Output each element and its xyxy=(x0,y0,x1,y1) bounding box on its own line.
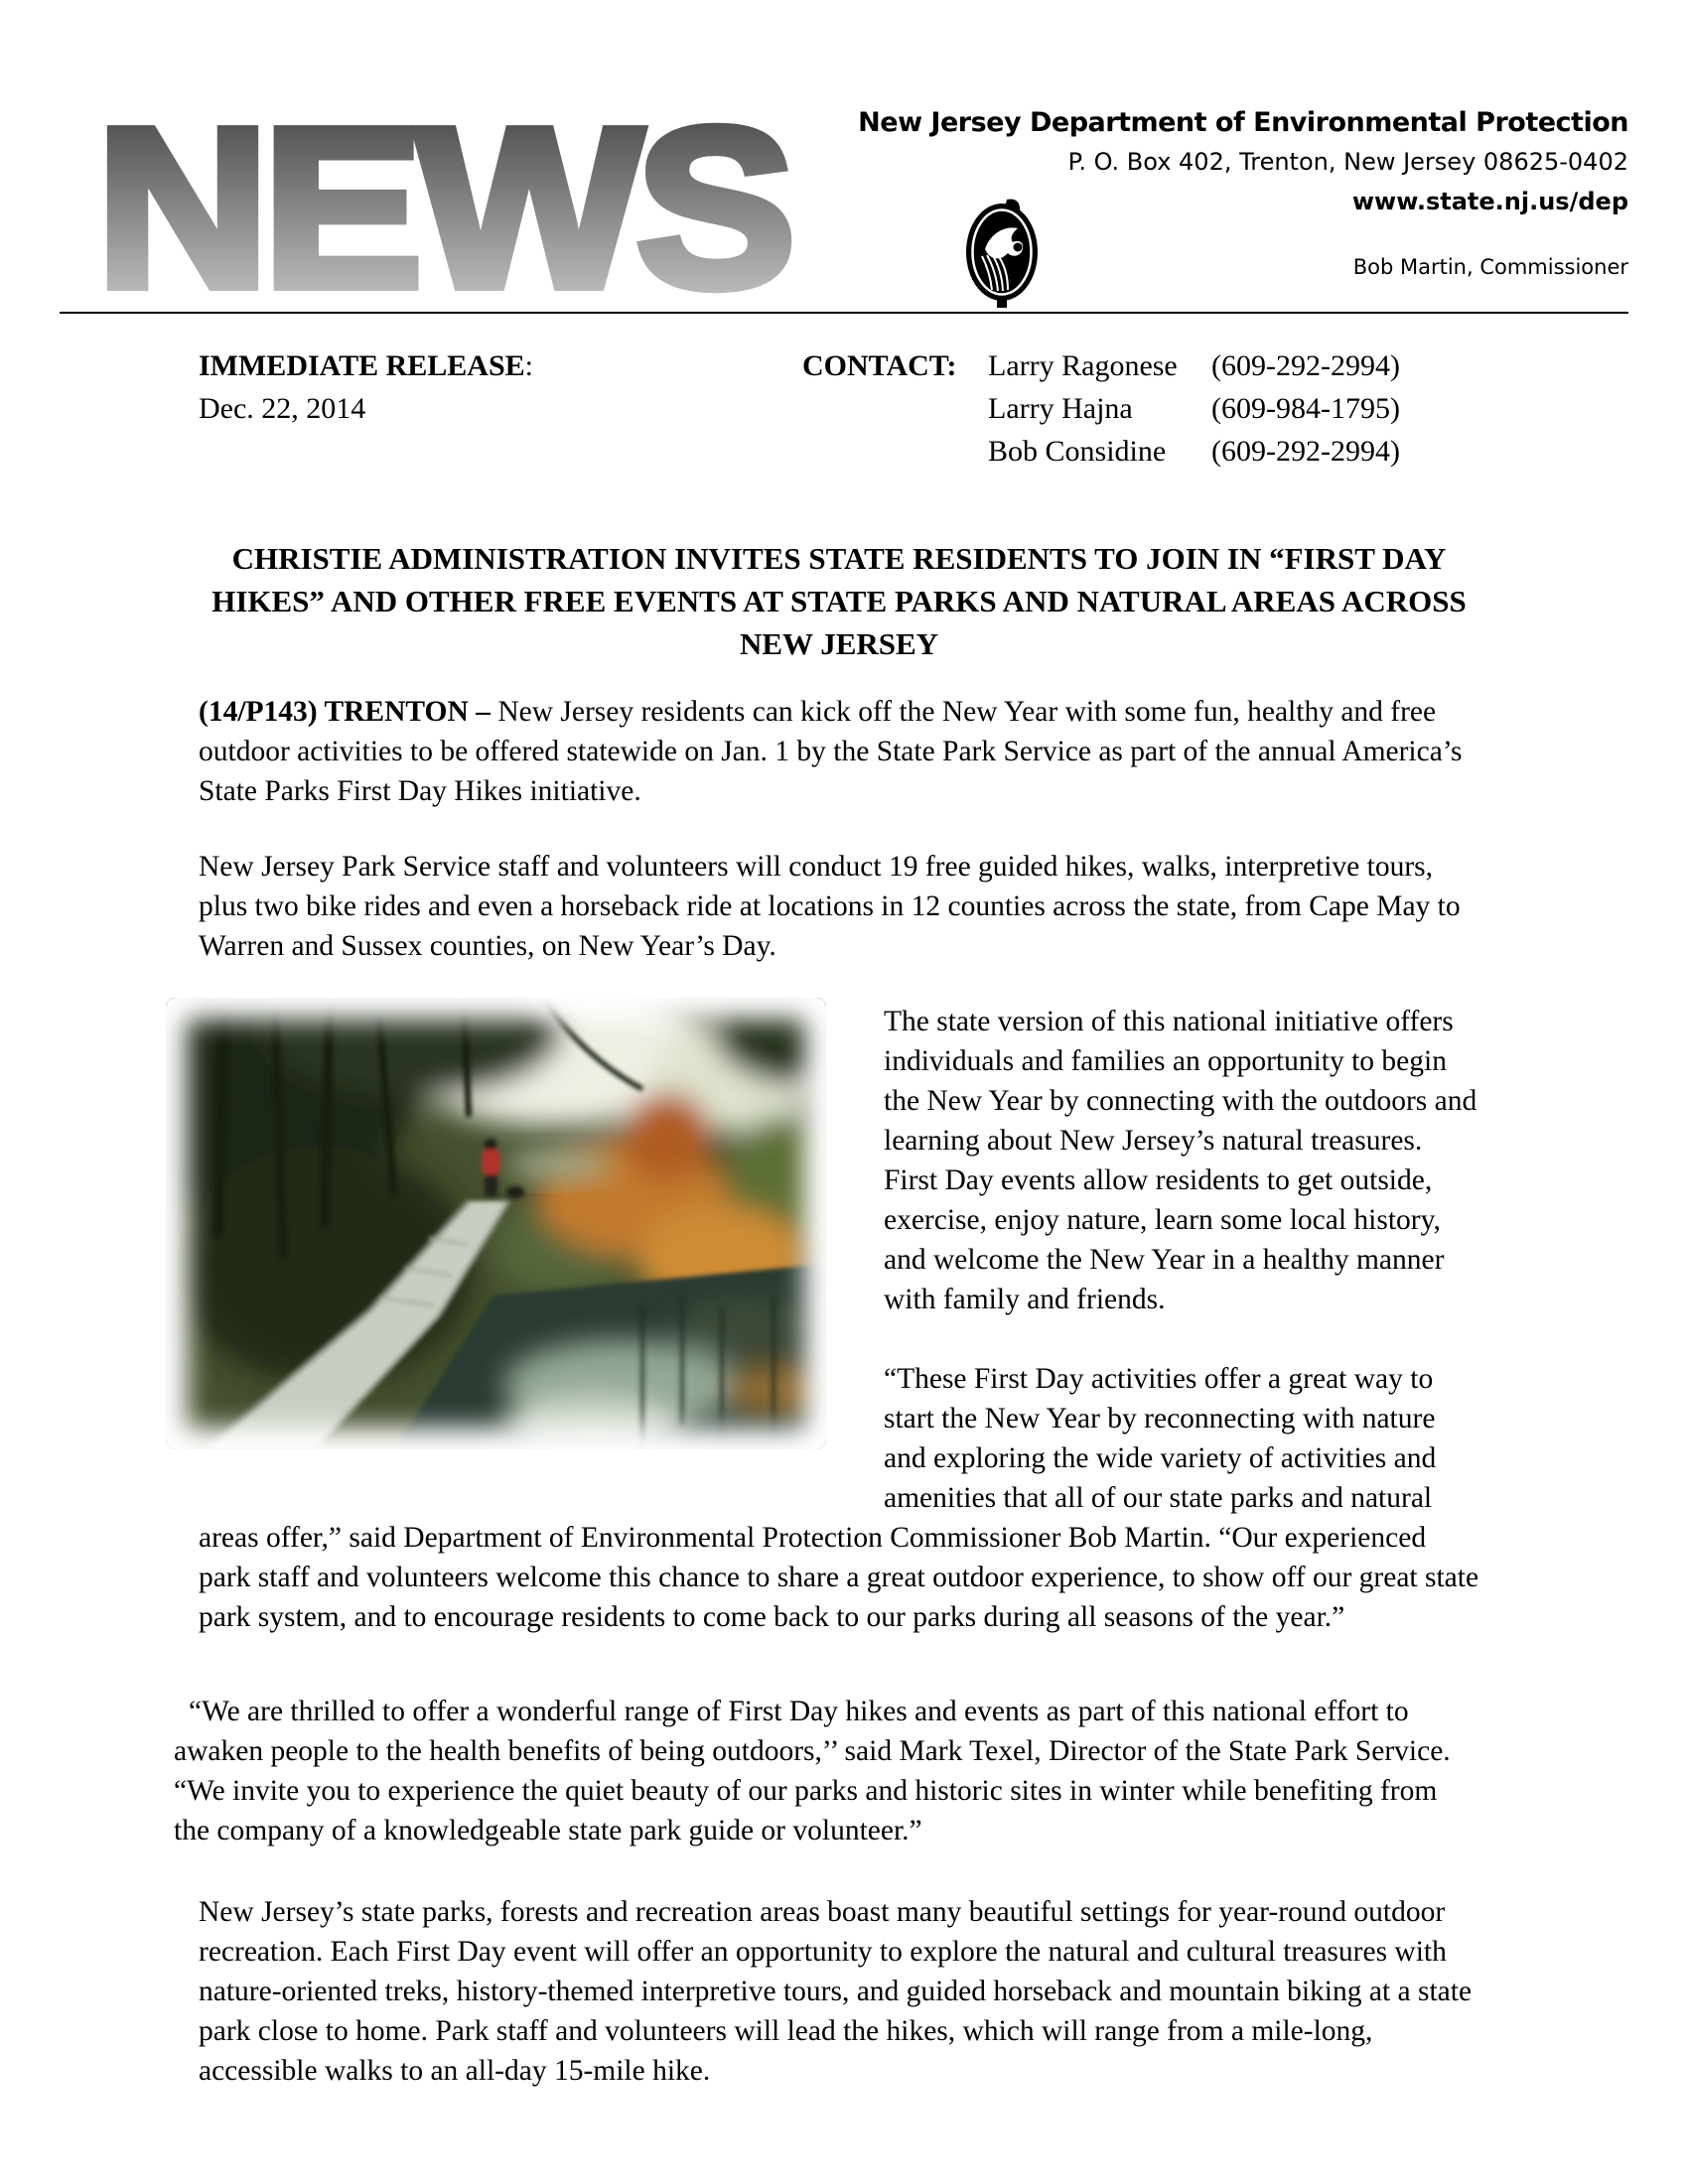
release-date: Dec. 22, 2014 xyxy=(199,392,366,425)
immediate-release-label: IMMEDIATE RELEASE xyxy=(199,349,525,382)
news-logo xyxy=(94,104,794,313)
headline: CHRISTIE ADMINISTRATION INVITES STATE RESIDENTS TO JOIN IN “FIRST DAY HIKES” AND OTHER FREE EVENTS AT STATE PARKS AND NATURAL AREAS ACROSS NEW JERSEY xyxy=(211,541,1467,661)
paragraph: New Jersey Park Service staff and volunteers will conduct 19 free guided hikes, walks, interpretive tours, plus two bike rides and even a horseback ride at locations in 12 counties across the state, from Cape May to Warren and Sussex counties, on New Year’s Day. xyxy=(199,851,1461,962)
njdep-seal-icon xyxy=(963,197,1041,308)
paragraph-quote-texel: “We are thrilled to offer a wonderful range of First Day hikes and events as part of this national effort to awaken people to the health benefits of being outdoors,’’ said Mark Texel, Director of the State Park Service. “We invite you to experience the quiet beauty of our parks and historic sites in winter while benefiting from the company of a knowledgeable state park guide or volunteer.” xyxy=(174,1696,1451,1846)
website-url: www.state.nj.us/dep xyxy=(1351,188,1628,215)
letterhead xyxy=(60,104,1628,310)
boardwalk-photo xyxy=(166,998,826,1449)
contact-block xyxy=(802,344,1400,473)
news-logo-text: NEWS xyxy=(96,104,789,308)
contact-spacer xyxy=(802,387,988,430)
contact-phone: (609-292-2994) xyxy=(1211,349,1400,382)
boardwalk xyxy=(206,1201,508,1449)
tree-trunks xyxy=(217,998,642,1258)
paragraph-lead: (14/P143) TRENTON – New Jersey residents can kick off the New Year with some fun, healthy and free outdoor activities to be offered statewide on Jan. 1 by the State Park Service as part of the annual America’s State Parks First Day Hikes initiative. xyxy=(199,696,1463,807)
paragraph-with-photo: The state version of this national initiative offers individuals and families an opportunity to begin the New Year by connecting with the outdoors and learning about New Jersey’s natural treasures. First Day events allow residents to get outside, exercise, enjoy nature, learn some local history, and welcome the New Year in a healthy manner with family and friends. xyxy=(199,1002,1479,1319)
contact-name: Bob Considine xyxy=(988,435,1167,468)
paragraph-quote-martin: “These First Day activities offer a great way to start the New Year by reconnecting with nature and exploring the wide variety of activities and amenities that all of our state parks and natural areas offer,” said Department of Environmental Protection Commissioner Bob Martin. “Our experienced park staff and volunteers welcome this chance to share a great outdoor experience, to show off our great state park system, and to encourage residents to come back to our parks during all seasons of the year.” xyxy=(199,1363,1479,1633)
release-info xyxy=(199,344,1489,475)
contact-label: CONTACT: xyxy=(802,349,957,382)
contact-spacer xyxy=(802,430,988,473)
letterhead-right xyxy=(834,107,1628,279)
immediate-release-colon: : xyxy=(524,349,534,382)
dateline: (14/P143) TRENTON – xyxy=(199,696,498,728)
paragraph-closing: New Jersey’s state parks, forests and recreation areas boast many beautiful settings for year-round outdoor recreation. Each First Day event will offer an opportunity to explore the natural and cultural treasures with nature-oriented treks, history-themed interpretive tours, and guided horseback and mountain biking at a state park close to home. Park staff and volunteers will lead the hikes, which will range from a mile-long, accessible walks to an all-day 15-mile hike. xyxy=(199,1896,1473,2087)
contact-phone: (609-984-1795) xyxy=(1211,392,1400,425)
article-body xyxy=(174,692,1479,2091)
commissioner-name: Bob Martin, Commissioner xyxy=(1352,255,1628,279)
po-box-address: P. O. Box 402, Trenton, New Jersey 08625-0402 xyxy=(1067,148,1628,176)
contact-name: Larry Hajna xyxy=(988,392,1133,425)
department-name: New Jersey Department of Environmental Protection xyxy=(858,107,1628,138)
contact-phone: (609-292-2994) xyxy=(1211,435,1400,468)
contact-name: Larry Ragonese xyxy=(988,349,1178,382)
hiker xyxy=(482,1139,524,1198)
